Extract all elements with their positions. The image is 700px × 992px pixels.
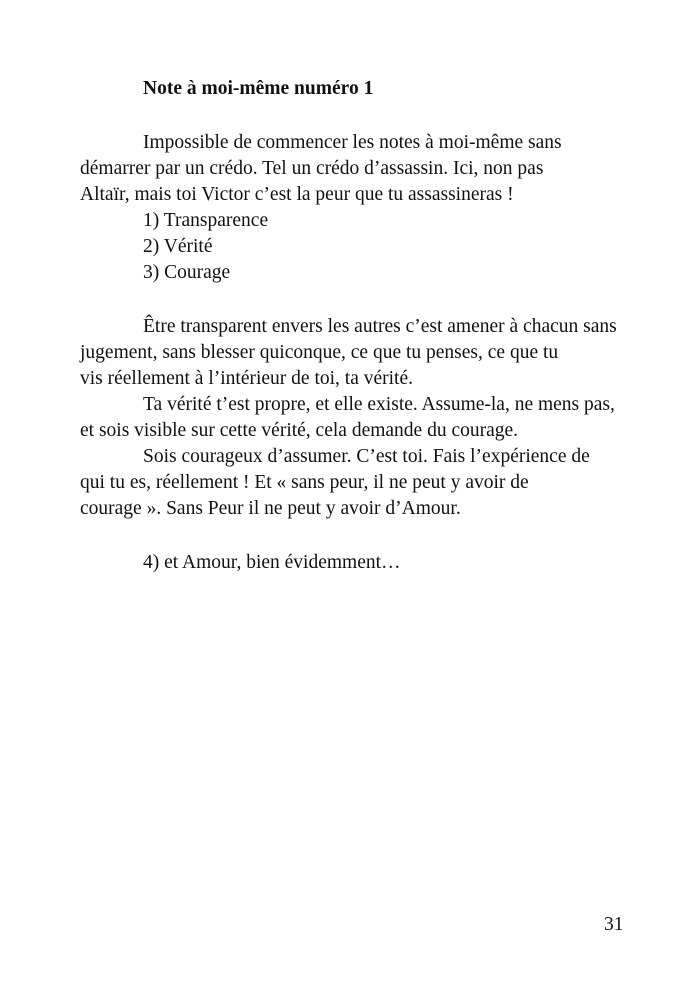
list-item-courage: 3) Courage bbox=[143, 262, 231, 283]
list-item-verite: 2) Vérité bbox=[143, 236, 213, 257]
text-line: démarrer par un crédo. Tel un crédo d’assassin. Ici, non pas bbox=[80, 158, 544, 179]
text-line: et sois visible sur cette vérité, cela demande du courage. bbox=[80, 420, 519, 441]
list-item-amour: 4) et Amour, bien évidemment… bbox=[143, 552, 401, 573]
paragraph-verite bbox=[80, 392, 650, 444]
text-line: vis réellement à l’intérieur de toi, ta vérité. bbox=[80, 368, 413, 389]
text-line: Sois courageux d’assumer. C’est toi. Fais l’expérience de bbox=[143, 446, 590, 467]
text-line: Ta vérité t’est propre, et elle existe. Assume-la, ne mens pas, bbox=[143, 394, 615, 415]
blank-line bbox=[80, 522, 650, 550]
note-body bbox=[80, 130, 650, 576]
blank-line bbox=[80, 286, 650, 314]
text-line: jugement, sans blesser quiconque, ce que tu penses, ce que tu bbox=[80, 342, 559, 363]
text-line: Être transparent envers les autres c’est amener à chacun sans bbox=[143, 316, 617, 337]
paragraph-courage bbox=[80, 444, 650, 522]
intro-paragraph bbox=[80, 130, 650, 208]
paragraph-transparence bbox=[80, 314, 650, 392]
text-line: Impossible de commencer les notes à moi-même sans bbox=[143, 132, 562, 153]
text-line: courage ». Sans Peur il ne peut y avoir d’Amour. bbox=[80, 498, 461, 519]
text-line: Altaïr, mais toi Victor c’est la peur que tu assassineras ! bbox=[80, 184, 514, 205]
note-heading: Note à moi-même numéro 1 bbox=[143, 78, 374, 99]
text-line: qui tu es, réellement ! Et « sans peur, il ne peut y avoir de bbox=[80, 472, 529, 493]
list-item-transparence: 1) Transparence bbox=[143, 210, 269, 231]
credo-list bbox=[80, 208, 650, 286]
page-number: 31 bbox=[604, 914, 624, 935]
